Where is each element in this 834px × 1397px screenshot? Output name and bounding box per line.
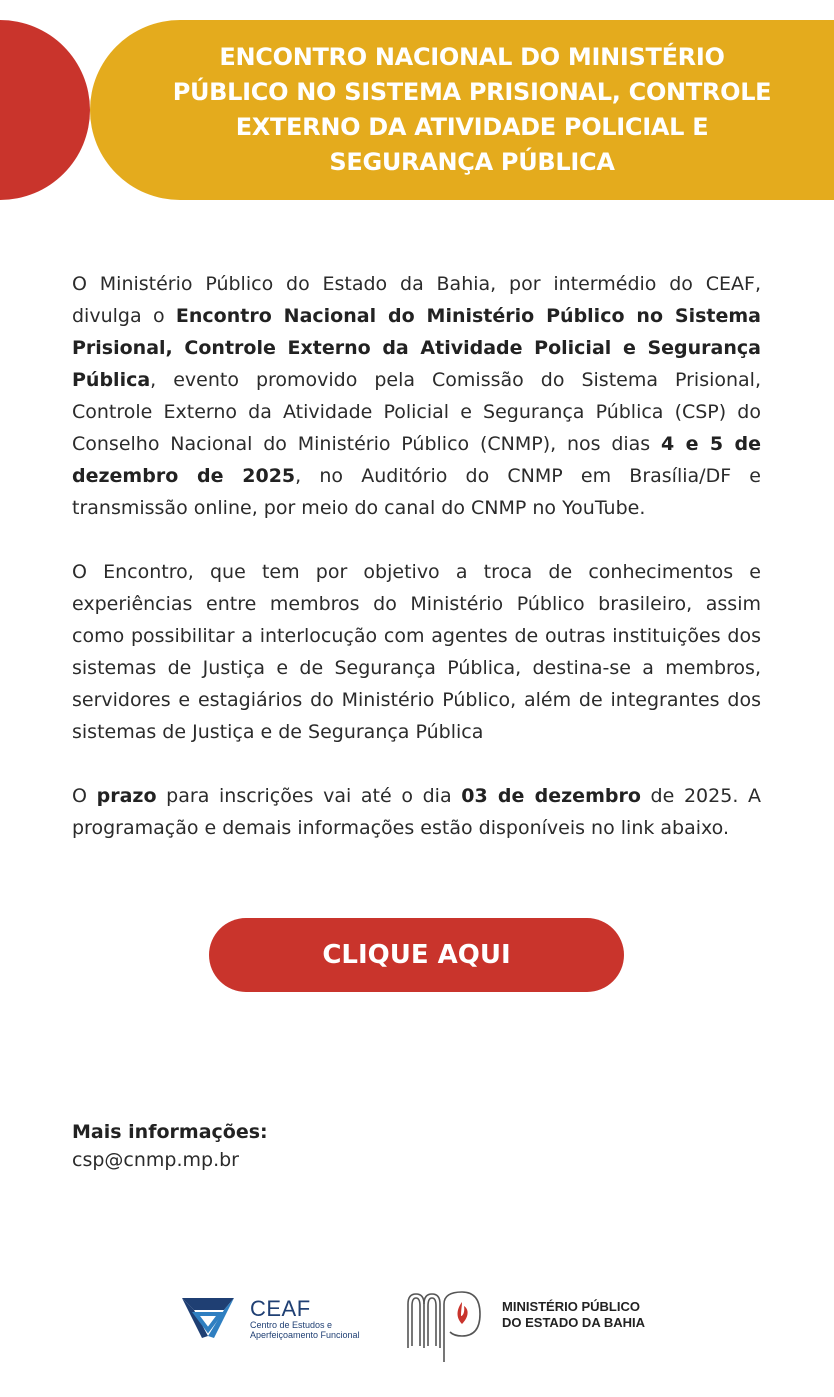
click-here-button[interactable]: CLIQUE AQUI <box>209 918 624 992</box>
intro-event-name: Encontro Nacional do Ministério Público no Sistema Prisional, Controle Externo da Atividade Policial e Segurança Pública <box>72 305 761 391</box>
mp-institution-name <box>502 1299 645 1331</box>
mp-name-line1: MINISTÉRIO PÚBLICO <box>502 1299 640 1314</box>
contact-info <box>72 1118 268 1174</box>
ceaf-subtitle <box>250 1320 360 1340</box>
mp-name-line2: DO ESTADO DA BAHIA <box>502 1315 645 1330</box>
paragraph-intro <box>72 268 761 524</box>
ceaf-subtitle-line2: Aperfeiçoamento Funcional <box>250 1330 360 1340</box>
page-title: ENCONTRO NACIONAL DO MINISTÉRIO PÚBLICO NO SISTEMA PRISIONAL, CONTROLE EXTERNO DA ATIVIDADE POLICIAL E SEGURANÇA PÚBLICA <box>172 43 772 176</box>
mp-bahia-logo <box>404 1288 664 1364</box>
intro-event-dates: 4 e 5 de dezembro de 2025 <box>72 433 761 487</box>
intro-text-1: O Ministério Público do Estado da Bahia, por intermédio do CEAF, divulga o <box>72 273 761 327</box>
deadline-keyword: prazo <box>96 785 157 807</box>
ceaf-subtitle-line1: Centro de Estudos e <box>250 1320 333 1330</box>
intro-text-3: , no Auditório do CNMP em Brasília/DF e transmissão online, por meio do canal do CNMP no YouTube. <box>72 465 761 519</box>
header-banner <box>90 20 834 200</box>
paragraph-objective: O Encontro, que tem por objetivo a troca de conhecimentos e experiências entre membros do Ministério Público brasileiro, assim como possibilitar a interlocução com agentes de outras instituições dos sistemas de Justiça e de Segurança Pública, destina-se a membros, servidores e estagiários do Ministério Público, além de integrantes dos sistemas de Justiça e de Segurança Pública <box>72 561 761 743</box>
intro-text-2: , evento promovido pela Comissão do Sistema Prisional, Controle Externo da Atividade Policial e Segurança Pública (CSP) do Conselho Nacional do Ministério Público (CNMP), nos dias <box>72 369 761 455</box>
deadline-date: 03 de dezembro <box>461 785 641 807</box>
header-decorative-circle <box>0 20 90 200</box>
paragraph-deadline <box>72 780 761 844</box>
ceaf-emblem-icon <box>180 1290 236 1340</box>
deadline-text-3: de 2025. A programação e demais informações estão disponíveis no link abaixo. <box>72 785 762 839</box>
ceaf-logo <box>180 1288 370 1344</box>
ceaf-name: CEAF <box>250 1296 311 1321</box>
mp-emblem-icon <box>404 1288 490 1364</box>
contact-email-link[interactable]: csp@cnmp.mp.br <box>72 1149 239 1171</box>
contact-label: Mais informações: <box>72 1121 268 1143</box>
main-content <box>72 268 761 876</box>
deadline-text-2: para inscrições vai até o dia <box>156 785 462 807</box>
deadline-text-1: O <box>72 785 97 807</box>
